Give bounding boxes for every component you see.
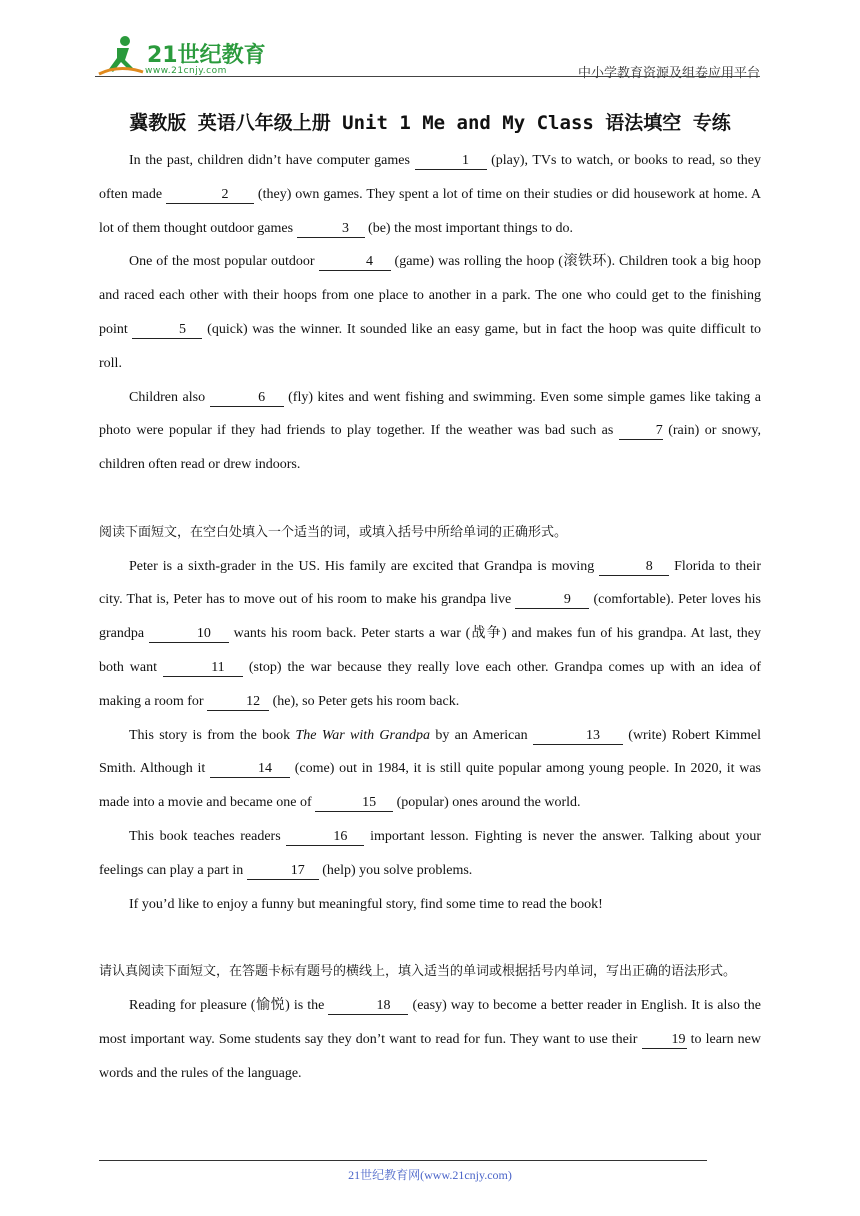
blank-14[interactable]: 14	[210, 761, 290, 778]
blank-12[interactable]: 12	[207, 694, 269, 711]
blank-5[interactable]: 5	[132, 322, 202, 339]
document-body	[99, 144, 761, 1090]
platform-name: 中小学教育资源及组卷应用平台	[577, 66, 760, 81]
passage2-paragraph4: If you’d like to enjoy a funny but meaningful story, find some time to read the book!	[129, 896, 603, 912]
blank-15[interactable]: 15	[315, 795, 393, 812]
document-title: 冀教版 英语八年级上册 Unit 1 Me and My Class 语法填空 专练	[129, 112, 731, 134]
passage1-paragraph1: In the past, children didn’t have computer games 1 (play), TVs to watch, or books to read, so they often made 2 (they) own games. They spent a lot of time on their studies or did housework at home. A lot of them thought outdoor games 3 (be) the most important things to do.	[99, 153, 762, 236]
blank-1[interactable]: 1	[415, 153, 487, 170]
passage1-paragraph2: One of the most popular outdoor 4 (game) was rolling the hoop (滚铁环). Children took a big hoop and raced each other with their hoops from one place to another in a park. The one who could get to the finishing point 5 (quick) was the winner. It sounded like an easy game, but in fact the hoop was quite difficult to roll.	[99, 254, 762, 371]
instruction-3: 请认真阅读下面短文，在答题卡标有题号的横线上，填入适当的单词或根据括号内单词，写出正确的语法形式。	[99, 964, 737, 980]
blank-19[interactable]: 19	[642, 1032, 687, 1049]
passage2-paragraph2: This story is from the book The War with Grandpa by an American 13 (write) Robert Kimmel Smith. Although it 14 (come) out in 1984, it is still quite popular among young people. In 2020, it was made into a movie and became one of 15 (popular) ones around the world.	[99, 727, 762, 811]
passage2-paragraph1: Peter is a sixth-grader in the US. His family are excited that Grandpa is moving 8 Florida to their city. That is, Peter has to move out of his room to make his grandpa live 9 (comfortable). Peter loves his grandpa 10 wants his room back. Peter starts a war (战争) and makes fun of his grandpa. At last, they both want 11 (stop) the war because they really love each other. Grandpa comes up with an idea of making a room for 12 (he), so Peter gets his room back.	[99, 558, 761, 709]
blank-4[interactable]: 4	[319, 254, 391, 271]
footer-link[interactable]: 21世纪教育网(www.21cnjy.com)	[348, 1168, 512, 1182]
runner-icon	[95, 34, 145, 78]
blank-8[interactable]: 8	[599, 559, 669, 576]
logo-url: www.21cnjy.com	[145, 66, 227, 76]
blank-13[interactable]: 13	[533, 728, 623, 745]
passage1-paragraph3: Children also 6 (fly) kites and went fishing and swimming. Even some simple games like taking a photo were popular if they had friends to play together. If the weather was bad such as 7 (rain) or snowy, children often read or drew indoors.	[99, 389, 761, 473]
passage3-paragraph1: Reading for pleasure (愉悦) is the 18 (easy) way to become a better reader in English. It is also the most important way. Some students say they don’t want to read for fun. They want to use their 19 to learn new words and the rules of the language.	[99, 997, 761, 1081]
instruction-2: 阅读下面短文，在空白处填入一个适当的词，或填入括号中所给单词的正确形式。	[99, 524, 568, 540]
book-title: The War with Grandpa	[295, 727, 430, 743]
blank-18[interactable]: 18	[328, 998, 408, 1015]
blank-17[interactable]: 17	[247, 863, 319, 880]
blank-7[interactable]: 7	[619, 423, 663, 440]
blank-6[interactable]: 6	[210, 390, 284, 407]
site-logo[interactable]	[95, 34, 275, 78]
passage2-paragraph3: This book teaches readers 16 important lesson. Fighting is never the answer. Talking about your feelings can play a part in 17 (help) you solve problems.	[99, 828, 761, 878]
footer-divider	[99, 1160, 707, 1161]
blank-11[interactable]: 11	[163, 660, 243, 677]
header-divider	[95, 76, 760, 77]
blank-16[interactable]: 16	[286, 829, 364, 846]
blank-3[interactable]: 3	[297, 221, 365, 238]
logo-text: 21世纪教育	[147, 43, 266, 68]
page-header	[95, 34, 760, 80]
blank-2[interactable]: 2	[166, 187, 254, 204]
blank-9[interactable]: 9	[515, 592, 589, 609]
blank-10[interactable]: 10	[149, 626, 229, 643]
